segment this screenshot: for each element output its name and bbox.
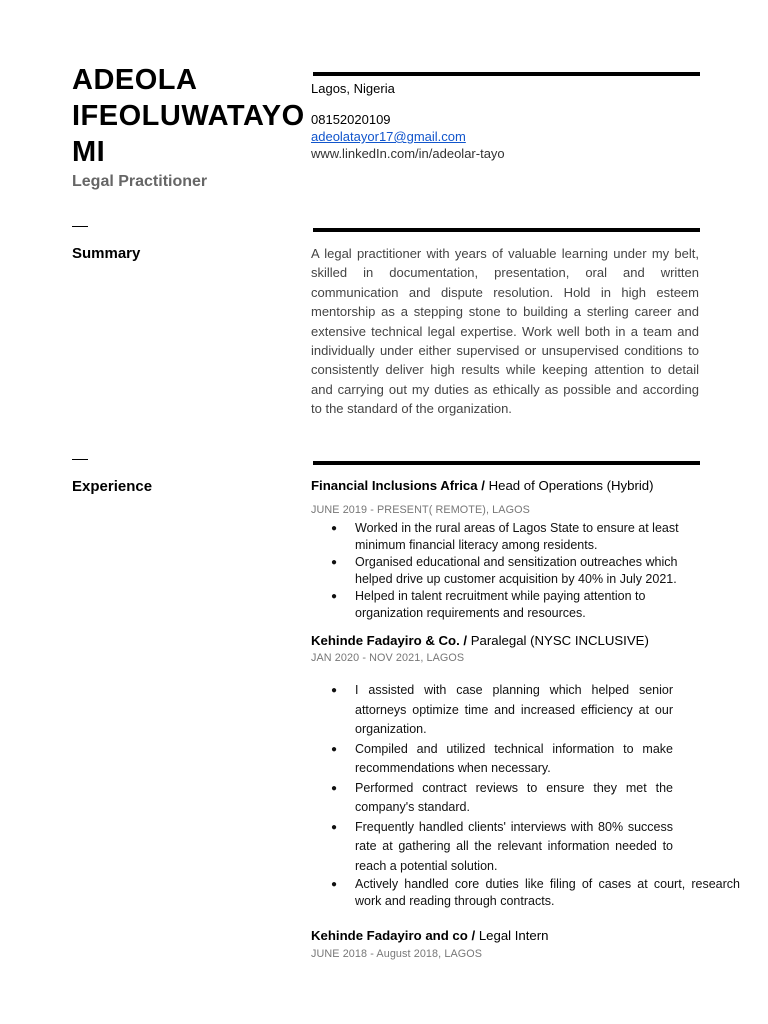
name-line-1: ADEOLA bbox=[72, 64, 198, 96]
job-2-meta: JAN 2020 - NOV 2021, LAGOS bbox=[311, 652, 465, 664]
job-title: Legal Practitioner bbox=[72, 173, 208, 190]
contact-phone: 08152020109 bbox=[311, 112, 391, 127]
header-rule bbox=[313, 72, 700, 76]
summary-heading: Summary bbox=[72, 245, 141, 262]
list-item: ● I assisted with case planning which helped senior attorneys optimize time and increased efficiency at our organization. bbox=[311, 681, 673, 740]
contact-block bbox=[311, 80, 699, 162]
job-3-role: Legal Intern bbox=[475, 928, 549, 943]
experience-rule bbox=[313, 461, 700, 465]
job-2-heading bbox=[311, 633, 699, 648]
job-2-bullets bbox=[311, 681, 740, 910]
job-1-role: Head of Operations (Hybrid) bbox=[484, 478, 654, 493]
job-3-meta: JUNE 2018 - August 2018, LAGOS bbox=[311, 948, 483, 960]
summary-text: A legal practitioner with years of valuable learning under my belt, skilled in documentation, presentation, oral and written communication and dispute resolution. Hold in high esteem mentorship as a stepping stone to building a sterling career and extensive technical legal expertise. Work well both in a team and individually under either supervised or unsupervised conditions to consistently deliver high results while keeping attention to detail and carrying out my duties as ethically as possible and according to the standard of the organization. bbox=[311, 246, 699, 417]
candidate-name bbox=[72, 62, 305, 170]
experience-heading: Experience bbox=[72, 478, 153, 495]
list-item: ● Organised educational and sensitization outreaches which helped drive up customer acquisition by 40% in July 2021. bbox=[311, 554, 699, 588]
contact-city: Lagos, Nigeria bbox=[311, 81, 395, 96]
job-1-heading bbox=[311, 478, 699, 493]
list-item: ● Helped in talent recruitment while paying attention to organization requirements and resources. bbox=[311, 588, 699, 622]
list-item: ● Worked in the rural areas of Lagos State to ensure at least minimum financial literacy among residents. bbox=[311, 520, 699, 554]
list-item: ● Actively handled core duties like filing of cases at court, research work and reading through contracts. bbox=[311, 876, 740, 910]
job-3-heading bbox=[311, 928, 699, 943]
name-line-3: MI bbox=[72, 136, 106, 168]
experience-dash bbox=[72, 459, 88, 460]
name-line-2: IFEOLUWATAYO bbox=[72, 100, 305, 132]
summary-rule bbox=[313, 228, 700, 232]
contact-website: www.linkedIn.com/in/adeolar-tayo bbox=[311, 146, 505, 161]
contact-email-link[interactable]: adeolatayor17@gmail.com bbox=[311, 129, 466, 144]
job-3-company: Kehinde Fadayiro and co / bbox=[311, 928, 476, 943]
list-item: ● Performed contract reviews to ensure they met the company's standard. bbox=[311, 779, 673, 818]
job-2-company: Kehinde Fadayiro & Co. / bbox=[311, 633, 468, 648]
job-1-meta: JUNE 2019 - PRESENT( REMOTE), LAGOS bbox=[311, 504, 530, 516]
list-item: ● Compiled and utilized technical information to make recommendations when necessary. bbox=[311, 740, 673, 779]
job-1-company: Financial Inclusions Africa / bbox=[311, 478, 485, 493]
list-item: ● Frequently handled clients' interviews with 80% success rate at gathering all the relevant information needed to reach a potential solution. bbox=[311, 818, 673, 877]
job-2-role: Paralegal (NYSC INCLUSIVE) bbox=[467, 633, 649, 648]
summary-dash bbox=[72, 226, 88, 227]
job-1-bullets bbox=[311, 520, 699, 622]
